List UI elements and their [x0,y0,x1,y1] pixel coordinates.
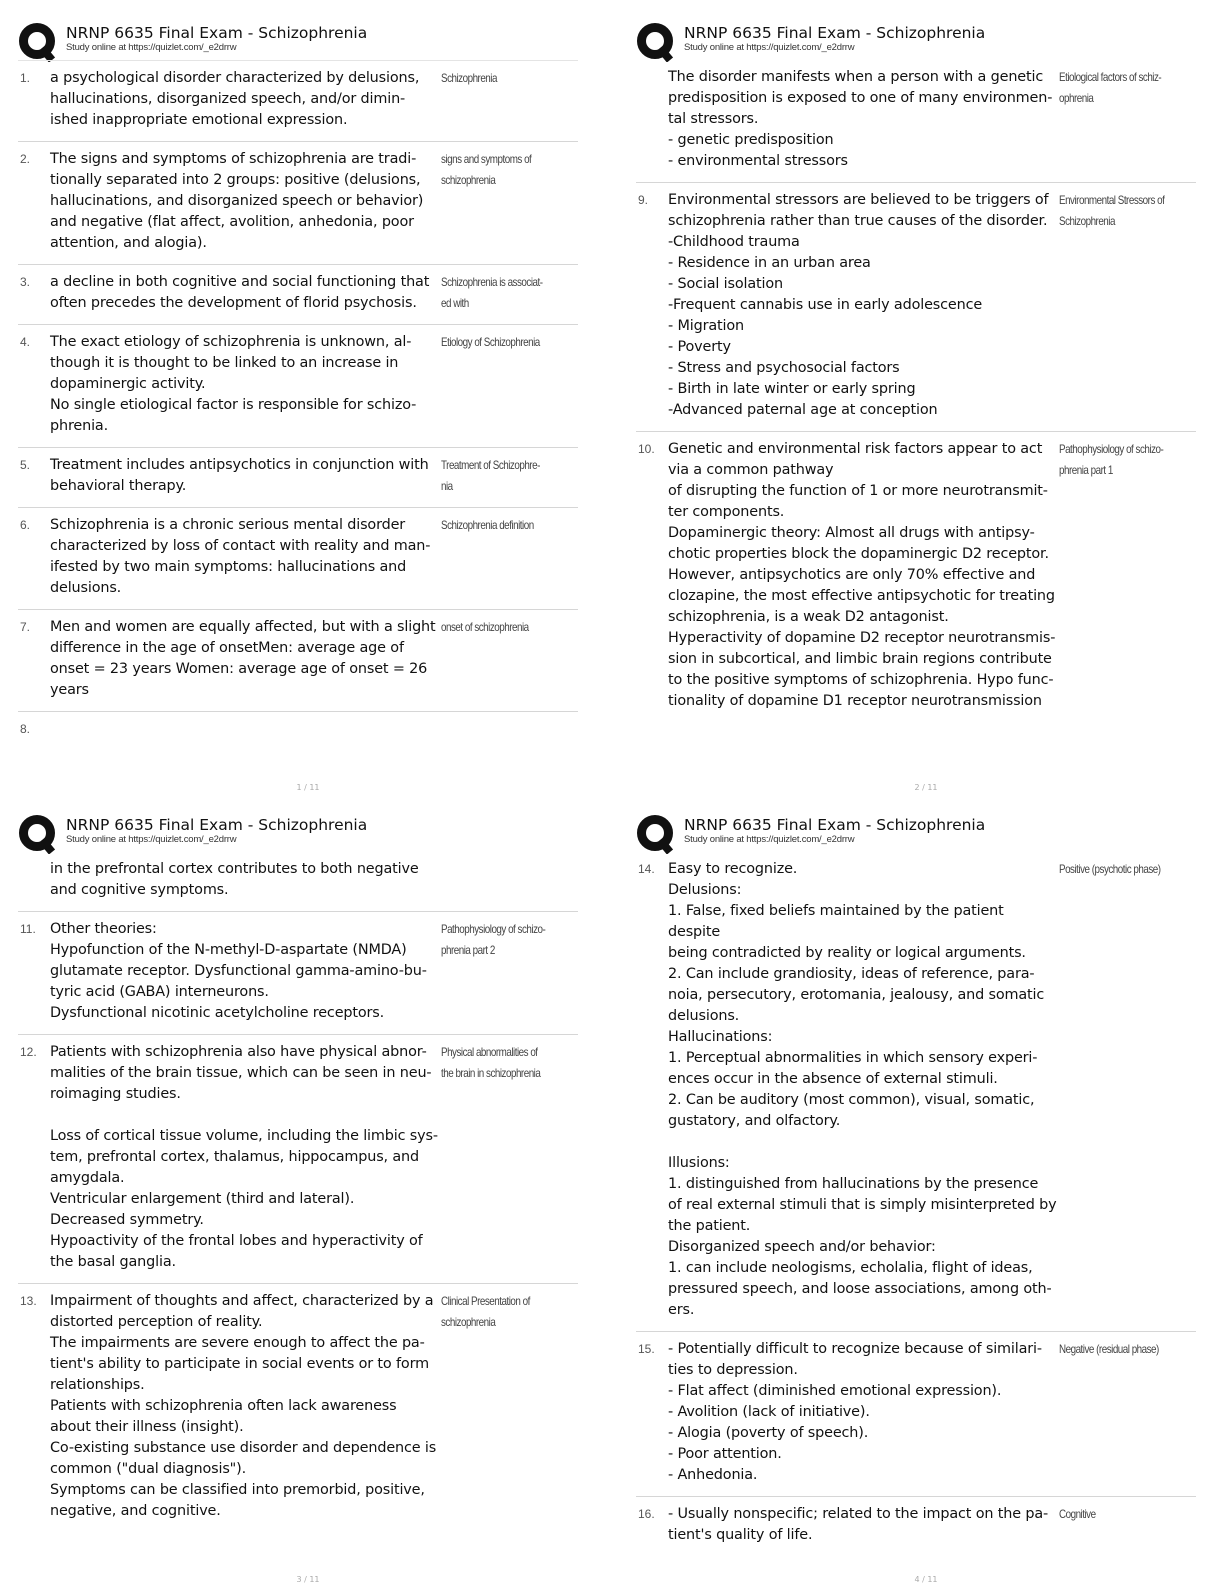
card-definition: Genetic and environmental risk factors appear to act via a common pathway of disrupting the function of 1 or more neurotransmit- ter components. Dopaminergic theory: Almost all drugs with antipsy- chotic properties block the dopaminergic D2 receptor. However, antipsychotics are only 70% effective and clozapine, the most effective antipsychotic for treating schizophrenia, is a weak D2 antagonist. Hyperactivity of dopamine D2 receptor neurotransmis- sion in subcortical, and limbic brain regions contribute to the positive symptoms of schizophrenia. Hypo func- tionality of dopamine D1 receptor neurotransmission [668,441,1056,709]
card-term: Physical abnormalities of the brain in schizophrenia [441,1045,541,1080]
document-title: NRNP 6635 Final Exam - Schizophrenia [684,24,986,42]
card-term: Clinical Presentation of schizophrenia [441,1294,530,1329]
flashcard-row [18,912,578,1035]
page-number: 2 / 11 [914,783,938,792]
page-header [636,22,1216,60]
card-definition: Other theories: Hypofunction of the N-methyl-D-aspartate (NMDA) glutamate receptor. Dysfunctional gamma-amino-bu- tyric acid (GABA) interneurons. Dysfunctional nicotinic acetylcholine receptors. [50,921,427,1021]
card-term: Negative (residual phase) [1059,1342,1159,1356]
flashcard-row [636,1332,1196,1497]
page-header [18,814,598,852]
study-online-link[interactable]: Study online at https://quizlet.com/_e2drrw [684,42,855,53]
flashcard-row [18,265,578,325]
quizlet-page [18,22,598,792]
card-definition: - Potentially difficult to recognize because of similari- ties to depression. - Flat affect (diminished emotional expression). - Avolition (lack of initiative). - Alogia (poverty of speech). - Poor attention. - Anhedonia. [668,1341,1042,1483]
card-definition: Schizophrenia is a chronic serious mental disorder characterized by loss of contact with reality and man- ifested by two main symptoms: hallucinations and delusions. [50,517,431,596]
quizlet-logo-icon [18,22,58,62]
study-online-link[interactable]: Study online at https://quizlet.com/_e2drrw [684,834,855,845]
card-definition: The signs and symptoms of schizophrenia are tradi- tionally separated into 2 groups: positive (delusions, hallucinations, and disorganized speech or behavior) and negative (flat affect, avolition, anhedonia, poor attention, and alogia). [50,151,424,251]
card-number: 13. [20,1294,37,1308]
flashcard-row [18,142,578,265]
card-number: 15. [638,1342,655,1356]
flashcard-row [18,1284,578,1532]
card-number: 3. [20,275,31,289]
card-definition: Men and women are equally affected, but with a slight difference in the age of onsetMen: average age of onset = 23 years Women: average age of onset = 26 years [50,619,436,698]
study-online-link[interactable]: Study online at https://quizlet.com/_e2drrw [66,42,237,53]
card-number: 4. [20,335,31,349]
card-number: 12. [20,1045,37,1059]
flashcard-list [18,60,578,736]
card-definition: Patients with schizophrenia also have physical abnor- malities of the brain tissue, which can be seen in neu- roimaging studies. Loss of cortical tissue volume, including the limbic sys- tem, prefrontal cortex, thalamus, hippocampus, and amygdala. Ventricular enlargement (third and lateral). Decreased symmetry. Hypoactivity of the frontal lobes and hyperactivity of the basal ganglia. [50,1044,438,1270]
page-header [636,814,1216,852]
flashcard-row [636,60,1196,183]
card-term: Etiological factors of schiz- ophrenia [1059,70,1162,105]
document-title: NRNP 6635 Final Exam - Schizophrenia [66,816,368,834]
page-number: 4 / 11 [914,1575,938,1584]
flashcard-row [18,508,578,610]
card-term: Positive (psychotic phase) [1059,862,1161,876]
flashcard-row [18,1035,578,1284]
card-definition: Easy to recognize. Delusions: 1. False, fixed beliefs maintained by the patient despite being contradicted by reality or logical arguments. 2. Can include grandiosity, ideas of reference, para- noia, persecutory, erotomania, jealousy, and somatic delusions. Hallucinations: 1. Perceptual abnormalities in which sensory experi- ences occur in the absence of external stimuli. 2. Can be auditory (most common), visual, somatic, gustatory, and olfactory. Illusions: 1. distinguished from hallucinations by the presence of real external stimuli that is simply misinterpreted by the patient. Disorganized speech and/or behavior: 1. can include neologisms, echolalia, flight of ideas, pressured speech, and loose associations, among oth- ers. [668,861,1057,1318]
card-term: Pathophysiology of schizo- phrenia part 2 [441,922,546,957]
flashcard-list [18,852,578,1532]
page-header [18,22,598,60]
card-term: signs and symptoms of schizophrenia [441,152,532,187]
flashcard-row [18,610,578,712]
flashcard-list [636,852,1196,1556]
card-number: 9. [638,193,649,207]
flashcard-row [18,325,578,448]
flashcard-row [636,432,1196,722]
card-number: 1. [20,71,31,85]
document-title: NRNP 6635 Final Exam - Schizophrenia [66,24,368,42]
card-definition: The exact etiology of schizophrenia is unknown, al- though it is thought to be linked to an increase in dopaminergic activity. No single etiological factor is responsible for schizo- phrenia. [50,334,417,434]
flashcard-row [18,448,578,508]
quizlet-page [18,814,598,1584]
quizlet-logo-icon [18,814,58,854]
flashcard-row [18,712,578,736]
card-term: Treatment of Schizophre- nia [441,458,540,493]
card-definition: Environmental stressors are believed to be triggers of schizophrenia rather than true causes of the disorder. -Childhood trauma - Residence in an urban area - Social isolation -Frequent cannabis use in early adolescence - Migration - Poverty - Stress and psychosocial factors - Birth in late winter or early spring -Advanced paternal age at conception [668,192,1049,418]
quizlet-page [636,22,1216,792]
card-definition: a decline in both cognitive and social functioning that often precedes the development of florid psychosis. [50,274,430,311]
card-definition: Treatment includes antipsychotics in conjunction with behavioral therapy. [50,457,429,494]
quizlet-logo-icon [636,22,676,62]
flashcard-row [636,183,1196,432]
flashcard-row [636,852,1196,1332]
page-number: 1 / 11 [296,783,320,792]
card-term: Schizophrenia [441,71,497,85]
card-number: 8. [20,722,31,736]
card-number: 16. [638,1507,655,1521]
card-definition: - Usually nonspecific; related to the impact on the pa- tient's quality of life. [668,1506,1049,1543]
card-term: Schizophrenia definition [441,518,534,532]
document-title: NRNP 6635 Final Exam - Schizophrenia [684,816,986,834]
card-number: 10. [638,442,655,456]
card-term: Etiology of Schizophrenia [441,335,540,349]
card-definition: Impairment of thoughts and affect, characterized by a distorted perception of reality. The impairments are severe enough to affect the pa- tient's ability to participate in social events or to form relationships. Patients with schizophrenia often lack awareness about their illness (insight). Co-existing substance use disorder and dependence is common ("dual diagnosis"). Symptoms can be classified into premorbid, positive, negative, and cognitive. [50,1293,437,1519]
flashcard-row [18,60,578,142]
card-definition: a psychological disorder characterized by delusions, hallucinations, disorganized speech, and/or dimin- ished inappropriate emotional expression. [50,70,420,128]
flashcard-row [18,852,578,912]
page-number: 3 / 11 [296,1575,320,1584]
flashcard-row [636,1497,1196,1556]
card-term: Schizophrenia is associat- ed with [441,275,543,310]
card-term: Environmental Stressors of Schizophrenia [1059,193,1165,228]
card-number: 11. [20,922,36,936]
card-number: 7. [20,620,31,634]
card-term: Cognitive [1059,1507,1096,1521]
quizlet-logo-icon [636,814,676,854]
card-term: Pathophysiology of schizo- phrenia part 1 [1059,442,1164,477]
card-definition: The disorder manifests when a person with a genetic predisposition is exposed to one of many environmen- tal stressors. - genetic predisposition - environmental stressors [668,69,1053,169]
card-term: onset of schizophrenia [441,620,529,634]
card-number: 2. [20,152,31,166]
study-online-link[interactable]: Study online at https://quizlet.com/_e2drrw [66,834,237,845]
flashcard-list [636,60,1196,722]
card-definition: in the prefrontal cortex contributes to both negative and cognitive symptoms. [50,861,419,898]
card-number: 6. [20,518,31,532]
card-number: 14. [638,862,655,876]
quizlet-page [636,814,1216,1584]
card-number: 5. [20,458,31,472]
